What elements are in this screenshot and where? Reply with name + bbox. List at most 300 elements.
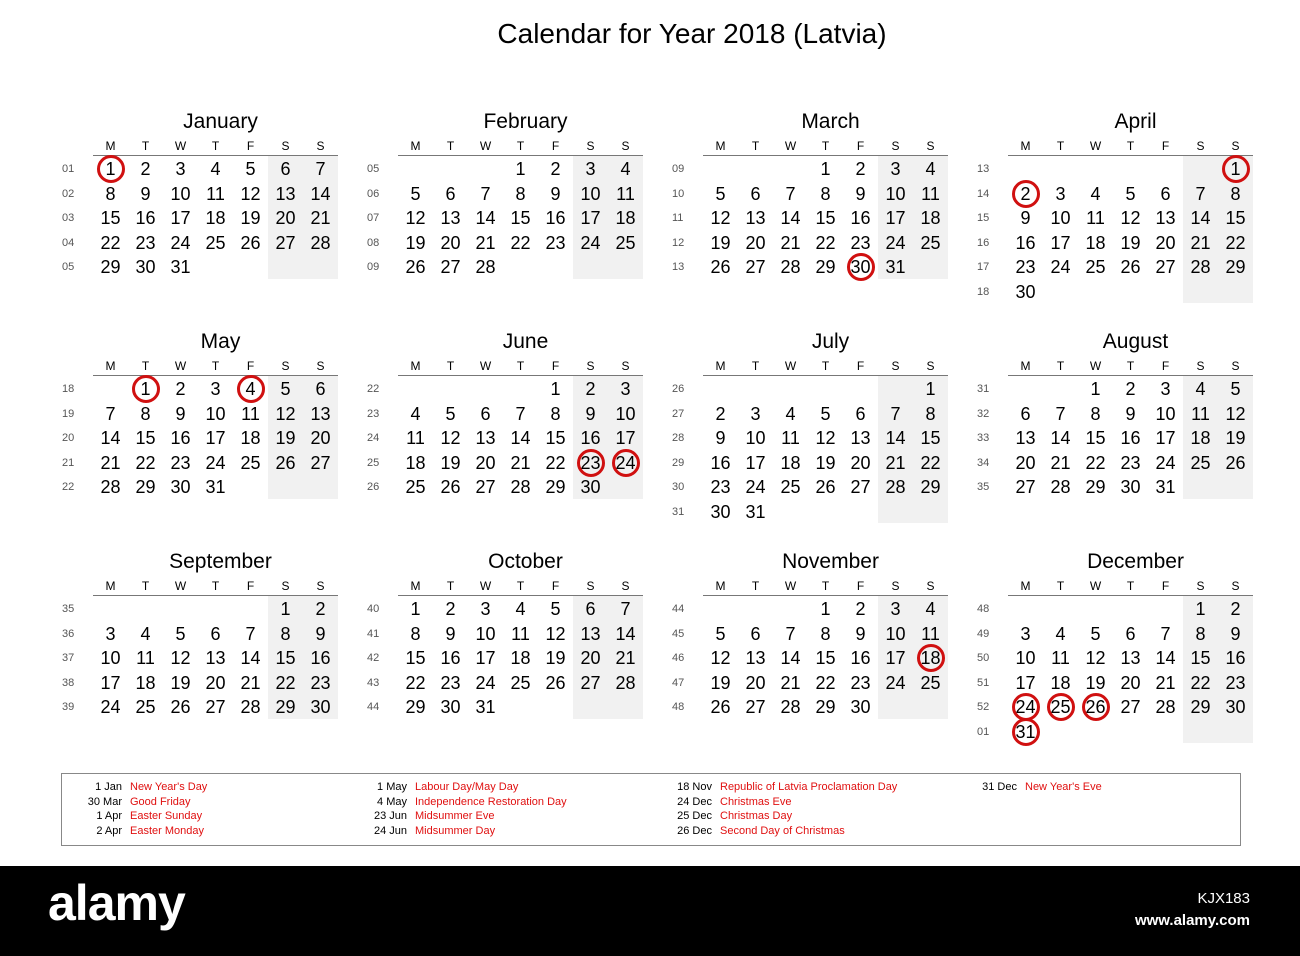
weekday-header: M (105, 359, 116, 373)
day-cell: 5 (1090, 623, 1101, 644)
legend-date: 1 May (377, 781, 407, 793)
day-cell: 11 (781, 428, 800, 448)
weekday-header: T (516, 359, 525, 373)
legend-date: 18 Nov (677, 781, 712, 793)
day-cell: 20 (745, 672, 766, 693)
month-5 (367, 330, 639, 540)
day-cell: 13 (745, 208, 766, 228)
day-cell: 17 (885, 648, 906, 668)
weekday-header: T (821, 579, 830, 593)
day-cell: 1 (820, 159, 831, 179)
weekday-header: F (551, 579, 560, 593)
day-cell: 11 (921, 623, 940, 644)
day-cell: 22 (815, 232, 836, 253)
day-cell: 13 (745, 648, 766, 668)
weekday-header: T (1056, 139, 1065, 153)
weekday-header: T (446, 359, 455, 373)
day-cell: 24 (745, 477, 766, 497)
day-cell: 23 (135, 232, 156, 253)
day-cell: 24 (885, 232, 906, 253)
day-cell: 29 (815, 257, 836, 277)
day-cell: 11 (511, 623, 530, 644)
day-cell: 19 (1120, 232, 1141, 253)
weekday-header: F (1161, 579, 1170, 593)
day-cell: 17 (205, 428, 226, 448)
weekday-header: S (1196, 359, 1205, 373)
day-cell: 22 (100, 232, 121, 253)
day-cell: 29 (1225, 257, 1246, 277)
day-cell: 8 (550, 403, 561, 424)
legend-date: 25 Dec (677, 810, 712, 822)
day-cell: 16 (1015, 232, 1036, 253)
week-number: 19 (62, 407, 75, 420)
day-cell: 8 (925, 403, 936, 424)
day-cell: 21 (780, 672, 801, 693)
weekday-header: T (141, 359, 150, 373)
day-cell: 9 (445, 623, 456, 644)
day-cell: 21 (1155, 672, 1176, 693)
day-cell: 18 (615, 208, 636, 228)
day-cell: 10 (1015, 648, 1036, 668)
week-number: 32 (977, 407, 990, 420)
legend-holiday-name: New Year's Eve (1025, 781, 1102, 793)
day-cell: 24 (205, 452, 226, 473)
week-number: 48 (672, 701, 685, 713)
day-cell: 8 (1090, 403, 1101, 424)
month-7 (977, 330, 1249, 540)
weekday-header: M (715, 579, 726, 593)
month-8 (62, 550, 334, 760)
weekday-header: S (621, 579, 630, 593)
day-cell: 26 (440, 477, 461, 497)
day-cell: 19 (1085, 672, 1106, 693)
weekday-header: S (316, 139, 325, 153)
day-cell: 18 (780, 452, 801, 473)
day-cell: 2 (1125, 379, 1136, 399)
day-cell: 3 (750, 403, 761, 424)
header-rule (1008, 155, 1253, 156)
day-cell: 9 (140, 183, 151, 204)
legend-holiday-name: Easter Monday (130, 824, 204, 837)
weekday-header: M (1020, 139, 1031, 153)
weekday-header: T (1056, 579, 1065, 593)
weekday-header: S (586, 359, 595, 373)
weekday-header: M (105, 579, 116, 593)
day-cell: 23 (1225, 672, 1246, 693)
day-cell: 11 (1051, 648, 1070, 668)
day-cell: 25 (1190, 452, 1211, 473)
day-cell: 16 (850, 648, 871, 668)
day-cell: 26 (710, 697, 731, 717)
day-cell: 12 (170, 648, 191, 668)
day-cell: 2 (1230, 599, 1241, 619)
day-cell: 25 (920, 672, 941, 693)
day-cell: 7 (245, 623, 256, 644)
day-cell: 17 (100, 672, 121, 693)
day-cell: 11 (406, 428, 425, 448)
day-cell: 5 (1125, 183, 1136, 204)
day-cell: 17 (1155, 428, 1176, 448)
day-cell: 8 (515, 183, 526, 204)
day-cell: 30 (310, 697, 331, 717)
day-cell: 10 (475, 623, 496, 644)
weekday-header: M (410, 579, 421, 593)
day-cell: 26 (1120, 257, 1141, 277)
legend-date: 23 Jun (373, 810, 407, 822)
day-cell: 20 (310, 428, 331, 448)
day-cell: 20 (580, 648, 601, 668)
weekday-header: S (926, 359, 935, 373)
day-cell: 19 (170, 672, 191, 693)
week-number: 27 (672, 407, 685, 420)
day-cell: 17 (615, 428, 636, 448)
day-cell: 14 (510, 428, 531, 448)
day-cell: 19 (405, 232, 426, 253)
day-cell: 8 (820, 183, 831, 204)
day-cell: 26 (405, 257, 426, 277)
day-cell: 24 (170, 232, 191, 253)
day-cell: 21 (240, 672, 261, 693)
day-cell: 22 (510, 232, 531, 253)
month-name: January (183, 110, 258, 133)
day-cell: 9 (855, 623, 866, 644)
month-name: March (801, 110, 860, 133)
day-cell: 16 (1120, 428, 1141, 448)
day-cell: 8 (105, 183, 116, 204)
legend-holiday-name: New Year's Day (130, 781, 208, 793)
day-cell: 10 (580, 183, 601, 204)
day-cell: 5 (550, 599, 561, 619)
day-cell: 4 (140, 623, 151, 644)
month-name: July (811, 330, 850, 353)
holiday-marker (97, 155, 125, 183)
weekday-header: W (1089, 579, 1102, 593)
holiday-marker (847, 253, 875, 281)
week-number: 50 (977, 652, 990, 664)
day-cell: 17 (1050, 232, 1071, 253)
day-cell: 23 (440, 672, 461, 693)
alamy-logo: alamy (48, 875, 185, 931)
day-cell: 19 (710, 672, 731, 693)
week-number: 42 (367, 652, 380, 664)
day-cell: 2 (1020, 183, 1031, 204)
day-cell: 13 (1015, 428, 1036, 448)
day-cell: 30 (580, 477, 601, 497)
day-cell: 14 (885, 428, 906, 448)
day-cell: 22 (1225, 232, 1246, 253)
day-cell: 5 (175, 623, 186, 644)
weekday-header: W (784, 359, 797, 373)
day-cell: 29 (135, 477, 156, 497)
week-number: 22 (367, 383, 380, 395)
day-cell: 27 (745, 257, 766, 277)
weekday-header: T (751, 359, 760, 373)
week-number: 43 (367, 676, 380, 689)
day-cell: 12 (405, 208, 426, 228)
day-cell: 9 (1020, 208, 1031, 228)
day-cell: 19 (1225, 428, 1246, 448)
day-cell: 5 (820, 403, 831, 424)
week-number: 44 (367, 701, 380, 713)
day-cell: 28 (310, 232, 331, 253)
holiday-marker (1222, 155, 1250, 183)
day-cell: 31 (1015, 721, 1036, 742)
day-cell: 28 (100, 477, 121, 497)
legend-date: 30 Mar (87, 795, 122, 808)
day-cell: 25 (615, 232, 636, 253)
weekday-header: S (926, 139, 935, 153)
week-number: 07 (367, 212, 380, 224)
day-cell: 24 (475, 672, 496, 693)
day-cell: 10 (885, 623, 906, 644)
month-name: December (1087, 550, 1184, 573)
week-number: 21 (62, 456, 75, 469)
legend-holiday-name: Republic of Latvia Proclamation Day (720, 781, 898, 793)
day-cell: 30 (170, 477, 191, 497)
legend-holiday-name: Christmas Day (720, 810, 793, 822)
weekday-header: M (1020, 359, 1031, 373)
day-cell: 21 (1190, 232, 1211, 253)
day-cell: 20 (1120, 672, 1141, 693)
day-cell: 10 (745, 428, 766, 448)
day-cell: 3 (890, 599, 901, 619)
day-cell: 5 (445, 403, 456, 424)
day-cell: 26 (240, 232, 261, 253)
day-cell: 15 (1085, 428, 1106, 448)
day-cell: 12 (275, 403, 296, 424)
day-cell: 23 (1015, 257, 1036, 277)
day-cell: 12 (710, 208, 731, 228)
day-cell: 11 (1191, 403, 1210, 424)
weekday-header: M (105, 139, 116, 153)
week-number: 23 (367, 407, 380, 420)
day-cell: 3 (105, 623, 116, 644)
month-name: April (1114, 110, 1157, 133)
week-number: 18 (62, 383, 75, 395)
day-cell: 29 (815, 697, 836, 717)
day-cell: 16 (850, 208, 871, 228)
holiday-marker (1012, 693, 1040, 721)
day-cell: 18 (1050, 672, 1071, 693)
day-cell: 21 (310, 208, 331, 228)
day-cell: 14 (240, 648, 261, 668)
day-cell: 28 (780, 697, 801, 717)
day-cell: 12 (1085, 648, 1106, 668)
day-cell: 13 (475, 428, 496, 448)
day-cell: 12 (440, 428, 461, 448)
day-cell: 30 (1015, 281, 1036, 302)
day-cell: 29 (920, 477, 941, 497)
day-cell: 28 (240, 697, 261, 717)
day-cell: 20 (475, 452, 496, 473)
week-number: 26 (367, 481, 380, 493)
weekday-header: M (715, 139, 726, 153)
day-cell: 4 (1195, 379, 1206, 399)
week-number: 09 (672, 163, 685, 175)
weekday-header: S (586, 579, 595, 593)
day-cell: 9 (175, 403, 186, 424)
day-cell: 8 (1230, 183, 1241, 204)
weekday-header: T (751, 139, 760, 153)
holiday-marker (612, 449, 640, 477)
week-number: 13 (977, 163, 990, 175)
weekday-header: M (1020, 579, 1031, 593)
week-number: 22 (62, 481, 75, 493)
day-cell: 8 (140, 403, 151, 424)
day-cell: 21 (475, 232, 496, 253)
day-cell: 5 (245, 159, 256, 179)
day-cell: 5 (715, 623, 726, 644)
day-cell: 26 (1225, 452, 1246, 473)
weekday-header: S (1231, 359, 1240, 373)
week-number: 28 (672, 432, 685, 444)
week-number: 14 (977, 187, 990, 200)
week-number: 04 (62, 236, 75, 249)
day-cell: 3 (210, 379, 221, 399)
day-cell: 13 (205, 648, 226, 668)
day-cell: 30 (135, 257, 156, 277)
weekday-header: S (1231, 579, 1240, 593)
day-cell: 5 (280, 379, 291, 399)
weekday-header: T (516, 139, 525, 153)
weekday-header: F (856, 579, 865, 593)
day-cell: 29 (275, 697, 296, 717)
day-cell: 22 (815, 672, 836, 693)
weekday-header: S (891, 579, 900, 593)
day-cell: 1 (1230, 159, 1241, 179)
day-cell: 26 (275, 452, 296, 473)
day-cell: 1 (925, 379, 936, 399)
day-cell: 14 (780, 208, 801, 228)
week-number: 36 (62, 627, 75, 640)
day-cell: 20 (275, 208, 296, 228)
week-number: 25 (367, 456, 380, 469)
day-cell: 27 (310, 452, 331, 473)
day-cell: 14 (615, 623, 636, 644)
day-cell: 2 (550, 159, 561, 179)
weekday-header: T (211, 579, 220, 593)
day-cell: 1 (515, 159, 526, 179)
day-cell: 15 (545, 428, 566, 448)
day-cell: 28 (510, 477, 531, 497)
header-rule (93, 375, 338, 376)
day-cell: 6 (480, 403, 491, 424)
weekday-header: F (246, 359, 255, 373)
month-name: September (169, 550, 272, 573)
day-cell: 20 (205, 672, 226, 693)
weekday-header: T (1126, 359, 1135, 373)
day-cell: 31 (885, 257, 906, 277)
day-cell: 25 (920, 232, 941, 253)
stock-url: www.alamy.com (1134, 912, 1250, 929)
day-cell: 9 (715, 428, 726, 448)
day-cell: 10 (615, 403, 636, 424)
day-cell: 14 (1190, 208, 1211, 228)
weekday-header: W (1089, 359, 1102, 373)
month-2 (672, 110, 944, 320)
day-cell: 17 (475, 648, 496, 668)
weekday-header: F (246, 139, 255, 153)
day-cell: 19 (240, 208, 261, 228)
header-rule (703, 595, 948, 596)
week-number: 05 (62, 261, 75, 273)
day-cell: 6 (1160, 183, 1171, 204)
day-cell: 18 (405, 452, 426, 473)
day-cell: 24 (580, 232, 601, 253)
day-cell: 26 (170, 697, 191, 717)
day-cell: 25 (240, 452, 261, 473)
day-cell: 14 (100, 428, 121, 448)
day-cell: 27 (850, 477, 871, 497)
day-cell: 14 (780, 648, 801, 668)
week-number: 15 (977, 212, 990, 224)
day-cell: 3 (585, 159, 596, 179)
holiday-marker (1082, 693, 1110, 721)
day-cell: 9 (1230, 623, 1241, 644)
month-0 (62, 110, 334, 320)
day-cell: 23 (580, 452, 601, 473)
day-cell: 1 (105, 159, 116, 179)
weekday-header: S (891, 139, 900, 153)
day-cell: 18 (1190, 428, 1211, 448)
day-cell: 4 (210, 159, 221, 179)
holiday-marker (237, 375, 265, 403)
day-cell: 22 (1085, 452, 1106, 473)
day-cell: 21 (1050, 452, 1071, 473)
day-cell: 4 (1055, 623, 1066, 644)
day-cell: 31 (475, 697, 496, 717)
weekday-header: S (316, 359, 325, 373)
day-cell: 23 (710, 477, 731, 497)
day-cell: 15 (815, 648, 836, 668)
day-cell: 23 (850, 672, 871, 693)
day-cell: 6 (750, 183, 761, 204)
day-cell: 20 (745, 232, 766, 253)
watermark-bar (0, 866, 1300, 956)
day-cell: 28 (1050, 477, 1071, 497)
legend-date: 24 Dec (677, 795, 712, 808)
week-number: 24 (367, 432, 380, 444)
weekday-header: F (856, 139, 865, 153)
day-cell: 25 (510, 672, 531, 693)
weekday-header: S (281, 359, 290, 373)
day-cell: 22 (275, 672, 296, 693)
weekday-header: T (446, 139, 455, 153)
header-rule (398, 595, 643, 596)
day-cell: 7 (785, 183, 796, 204)
week-number: 13 (672, 261, 685, 273)
month-name: June (502, 330, 549, 353)
day-cell: 2 (140, 159, 151, 179)
day-cell: 15 (405, 648, 426, 668)
stock-image-id: KJX183 (1197, 890, 1250, 907)
holiday-marker (132, 375, 160, 403)
week-number: 09 (367, 261, 380, 273)
day-cell: 13 (275, 183, 296, 204)
day-cell: 8 (820, 623, 831, 644)
day-cell: 28 (780, 257, 801, 277)
day-cell: 1 (1090, 379, 1101, 399)
day-cell: 28 (475, 257, 496, 277)
day-cell: 7 (315, 159, 326, 179)
weekday-header: T (1126, 139, 1135, 153)
day-cell: 14 (310, 183, 331, 204)
day-cell: 14 (475, 208, 496, 228)
weekday-header: M (715, 359, 726, 373)
legend-date: 26 Dec (677, 824, 712, 837)
month-11 (977, 550, 1249, 760)
day-cell: 11 (616, 183, 635, 204)
